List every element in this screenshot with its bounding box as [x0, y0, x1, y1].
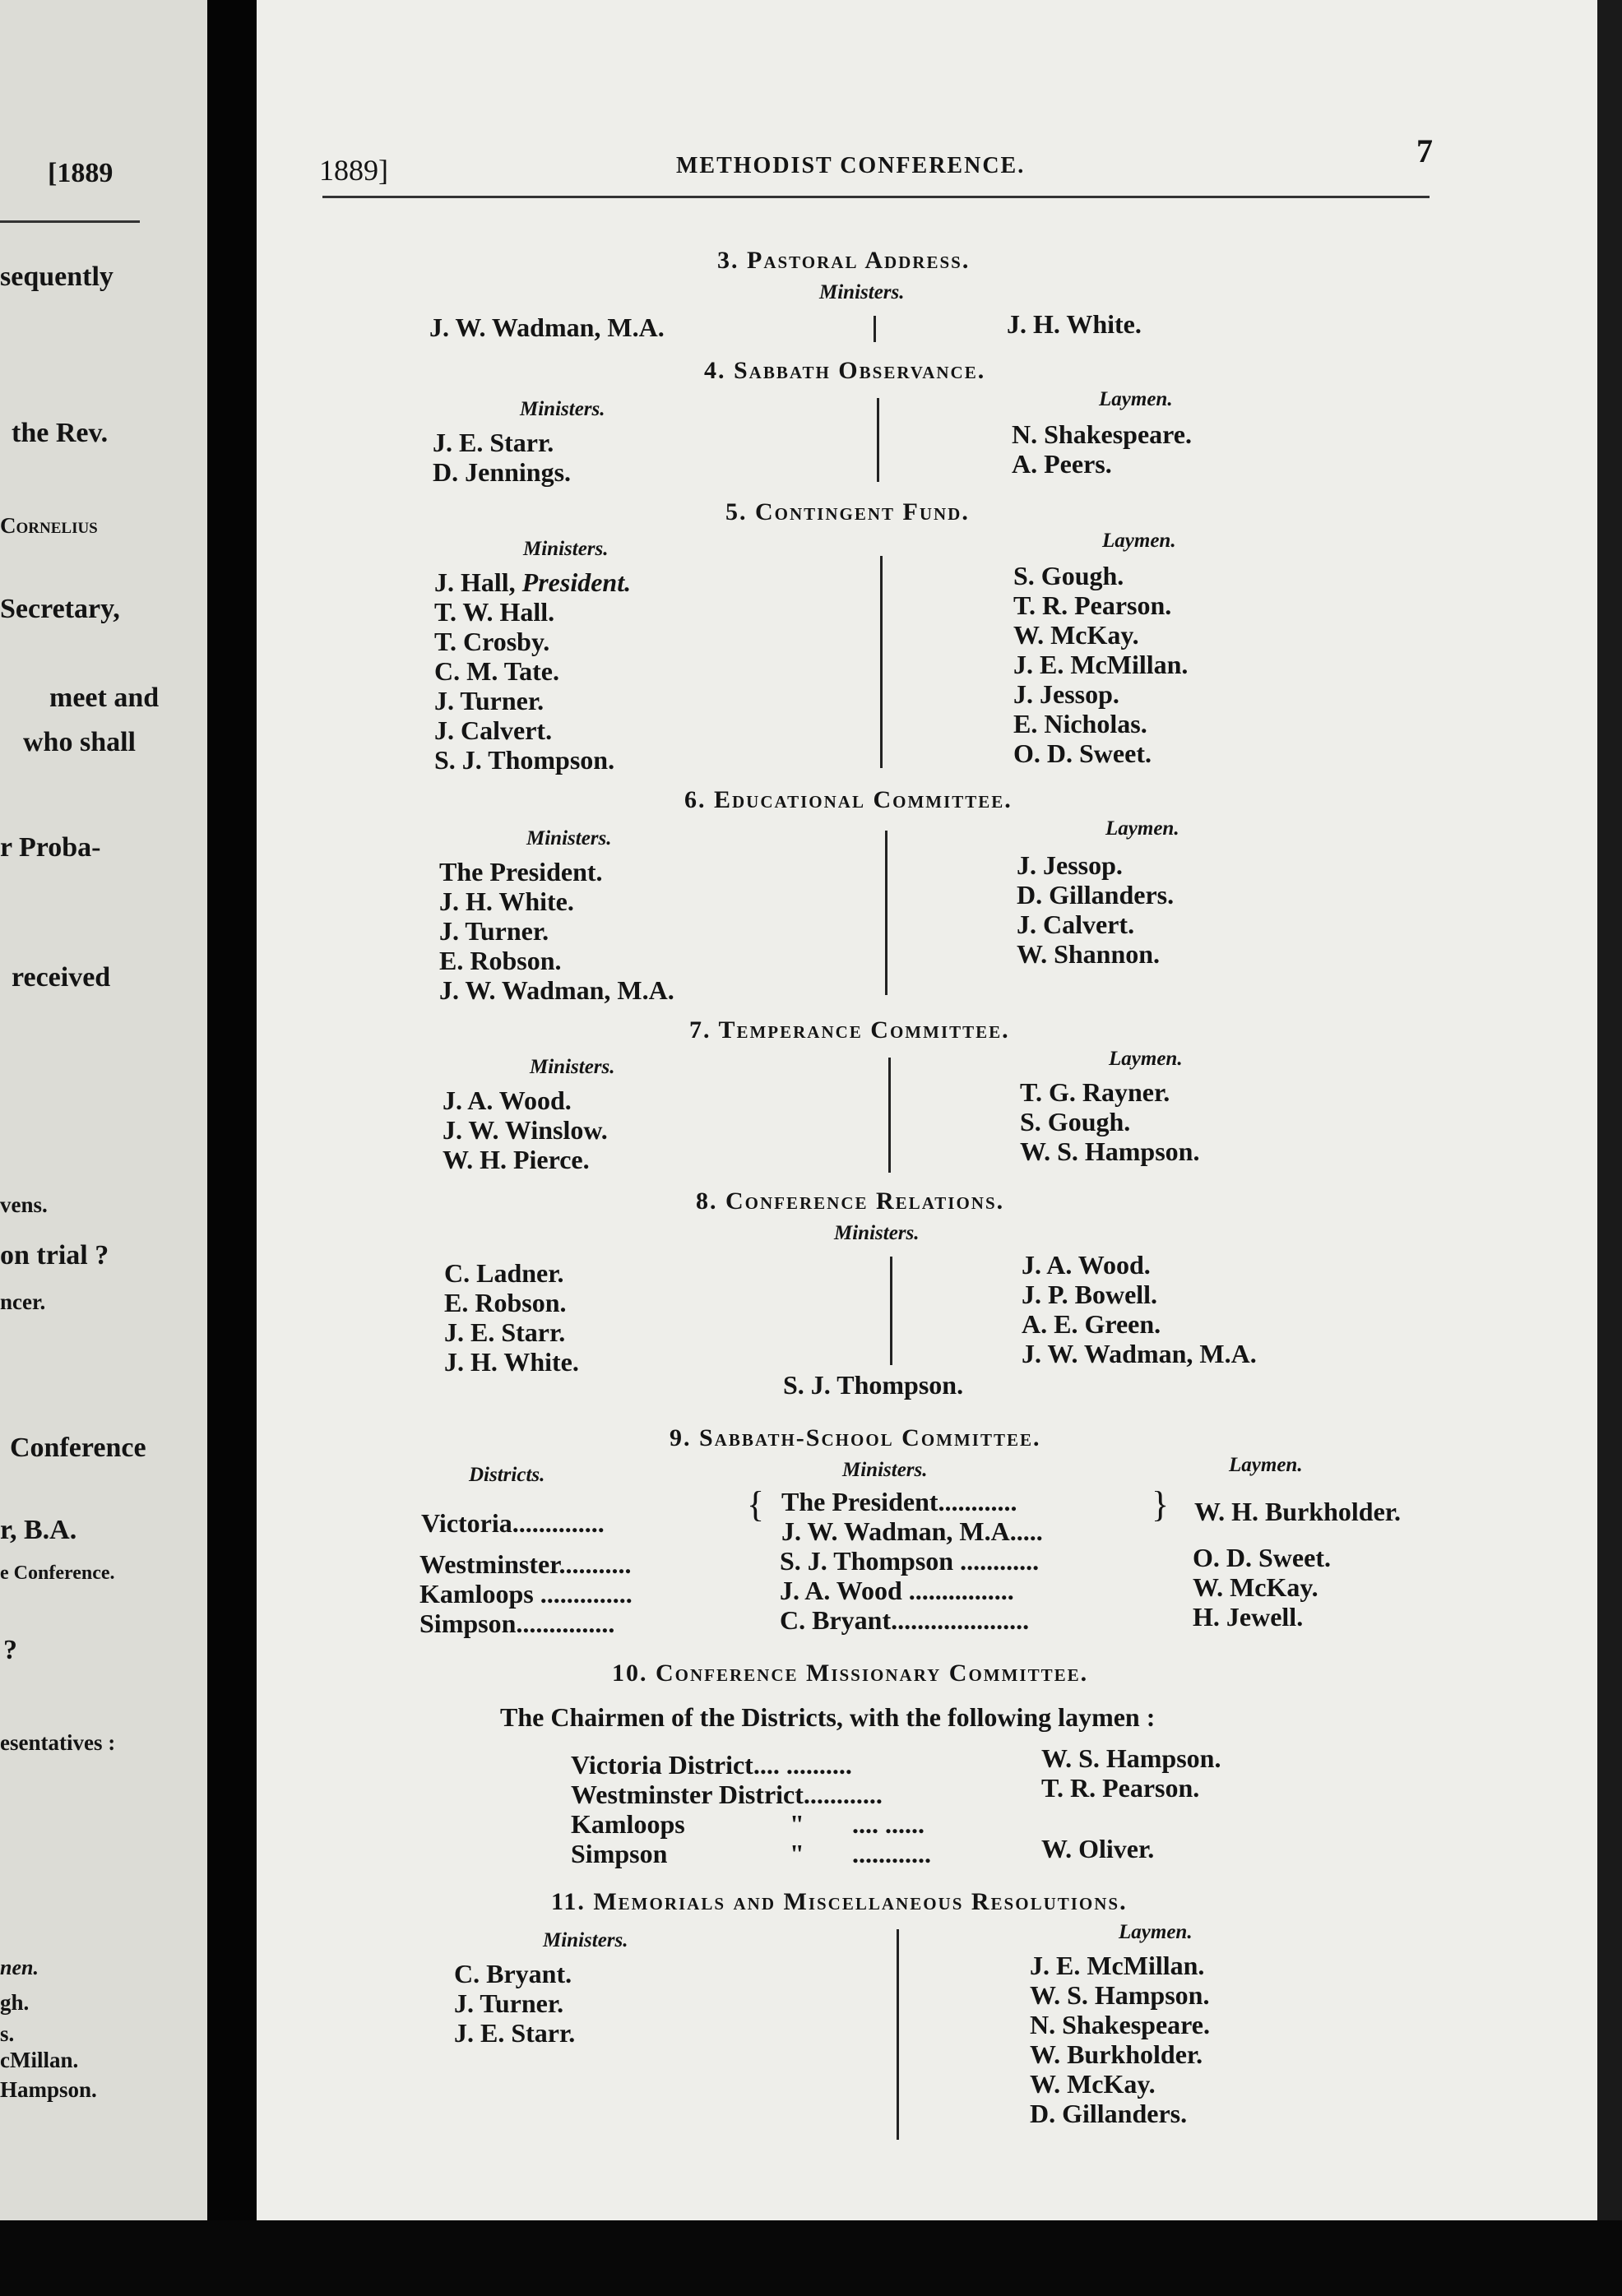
- layman-name: O. D. Sweet.: [1193, 1543, 1331, 1572]
- column-divider: [890, 1257, 892, 1365]
- minister-name: J. W. Winslow.: [443, 1115, 608, 1145]
- laymen-label: Laymen.: [1229, 1454, 1303, 1476]
- minister-name: J. E. Starr.: [444, 1317, 566, 1347]
- section-title: 6. Educational Committee.: [684, 786, 1013, 813]
- section-title: 9. Sabbath-School Committee.: [670, 1424, 1041, 1451]
- layman-name: D. Gillanders.: [1017, 880, 1175, 910]
- left-line: Conference: [10, 1433, 146, 1463]
- layman-name: S. Gough.: [1020, 1107, 1131, 1136]
- left-brace: {: [747, 1484, 765, 1525]
- section-title: 3. Pastoral Address.: [717, 247, 971, 274]
- section-title: 11. Memorials and Miscellaneous Resolutions.: [551, 1888, 1128, 1915]
- left-line: ncer.: [0, 1289, 46, 1314]
- dot-leader: ..............: [533, 1579, 633, 1609]
- district-name: Kamloops: [419, 1579, 534, 1609]
- district-name: Simpson: [419, 1609, 517, 1638]
- layman-name: J. Jessop.: [1013, 679, 1119, 709]
- district-name: Victoria District: [571, 1750, 753, 1780]
- dot-leader: ..............: [512, 1508, 605, 1538]
- minister-name: J. A. Wood: [780, 1576, 902, 1605]
- minister-name: W. H. Pierce.: [443, 1145, 590, 1174]
- ministers-label: Ministers.: [834, 1222, 920, 1244]
- ditto-mark: ": [790, 1839, 804, 1868]
- minister-name: The President: [781, 1487, 938, 1516]
- left-line: received: [12, 962, 111, 993]
- right-brace: }: [1152, 1484, 1170, 1525]
- layman-name: W. S. Hampson.: [1030, 1980, 1210, 2010]
- layman-name: H. Jewell.: [1193, 1602, 1304, 1632]
- ministers-label: Ministers.: [520, 398, 605, 420]
- layman-name: O. D. Sweet.: [1013, 738, 1152, 768]
- section-intro: The Chairmen of the Districts, with the following laymen :: [500, 1702, 1156, 1732]
- left-line: esentatives :: [0, 1730, 116, 1755]
- left-line: cMillan.: [0, 2048, 79, 2072]
- layman-name: W. Oliver.: [1041, 1834, 1155, 1863]
- layman-name: D. Gillanders.: [1030, 2099, 1188, 2128]
- minister-name: J. H. White.: [439, 886, 574, 916]
- section-title: 7. Temperance Committee.: [689, 1016, 1010, 1044]
- district-row: [421, 1508, 605, 1539]
- column-divider: [885, 831, 887, 995]
- layman-name: S. Gough.: [1013, 561, 1124, 590]
- ministers-label: Ministers.: [819, 281, 905, 303]
- minister-name-text: J. Hall,: [434, 567, 516, 597]
- minister-name: C. M. Tate.: [434, 656, 559, 686]
- left-line: the Rev.: [12, 418, 109, 448]
- left-line: who shall: [23, 727, 136, 757]
- layman-name: N. Shakespeare.: [1030, 2010, 1210, 2039]
- section-title: 8. Conference Relations.: [696, 1187, 1005, 1215]
- laymen-label: Laymen.: [1119, 1921, 1193, 1943]
- minister-name: A. E. Green.: [1022, 1309, 1161, 1339]
- minister-row: [780, 1576, 1014, 1606]
- ministers-label: Ministers.: [530, 1056, 615, 1078]
- ministers-label: Ministers.: [842, 1459, 928, 1481]
- dot-leader: ............: [803, 1780, 883, 1809]
- layman-name: W. S. Hampson.: [1041, 1743, 1221, 1773]
- minister-name: J. Calvert.: [434, 715, 553, 745]
- dot-leader: ...........: [558, 1549, 632, 1579]
- laymen-label: Laymen.: [1109, 1048, 1183, 1070]
- minister-name: T. W. Hall.: [434, 597, 555, 627]
- minister-name: D. Jennings.: [433, 457, 572, 487]
- layman-name: W. Shannon.: [1017, 939, 1161, 969]
- layman-name: W. McKay.: [1013, 620, 1139, 650]
- minister-row: [780, 1546, 1039, 1576]
- layman-name: J. E. McMillan.: [1030, 1951, 1205, 1980]
- layman-name: J. Jessop.: [1017, 850, 1123, 880]
- minister-name: The President.: [439, 857, 603, 886]
- left-line: gh.: [0, 1990, 30, 2015]
- running-head-year: 1889]: [319, 154, 388, 187]
- left-line: e Conference.: [0, 1562, 115, 1584]
- layman-name: T. G. Rayner.: [1020, 1077, 1170, 1107]
- minister-name: C. Bryant.: [454, 1959, 572, 1988]
- minister-name: C. Ladner.: [444, 1258, 564, 1288]
- district-row: [419, 1549, 631, 1580]
- minister-name: S. J. Thompson: [780, 1546, 954, 1576]
- minister-name: C. Bryant: [780, 1605, 892, 1635]
- running-head-title: METHODIST CONFERENCE.: [676, 153, 1026, 178]
- left-line: vens.: [0, 1192, 48, 1217]
- ministers-label: Ministers.: [523, 538, 609, 560]
- layman-name: E. Nicholas.: [1013, 709, 1147, 738]
- minister-name: J. E. Starr.: [454, 2018, 576, 2048]
- minister-name: J. H. White.: [444, 1347, 579, 1377]
- left-line: Cornelius: [0, 513, 98, 538]
- president-note: President.: [521, 567, 632, 597]
- layman-name: A. Peers.: [1012, 449, 1112, 479]
- scan-border: [0, 2220, 1622, 2296]
- layman-name: J. E. McMillan.: [1013, 650, 1189, 679]
- dot-leader: .....................: [891, 1605, 1030, 1635]
- minister-name: J. A. Wood.: [1022, 1250, 1151, 1280]
- dot-leader: ............: [953, 1546, 1040, 1576]
- left-line: on trial ?: [0, 1240, 109, 1271]
- column-divider: [880, 556, 883, 768]
- left-line: ?: [3, 1635, 17, 1665]
- layman-name: J. Calvert.: [1017, 910, 1135, 939]
- laymen-label: Laymen.: [1105, 817, 1179, 840]
- minister-name: J. W. Wadman, M.A: [781, 1516, 1010, 1546]
- left-line: nen.: [0, 1956, 39, 1979]
- minister-name: [434, 567, 631, 597]
- layman-name: N. Shakespeare.: [1012, 419, 1192, 449]
- minister-name: T. Crosby.: [434, 627, 550, 656]
- minister-name: J. A. Wood.: [443, 1086, 572, 1115]
- left-line: Hampson.: [0, 2077, 97, 2102]
- district-row: [571, 1750, 852, 1780]
- minister-name: J. H. White.: [1007, 309, 1142, 339]
- left-line: Secretary,: [0, 594, 120, 624]
- column-divider: [877, 398, 879, 482]
- left-page-rule: [0, 220, 140, 223]
- left-line: r, B.A.: [0, 1515, 77, 1545]
- minister-name: J. W. Wadman, M.A.: [439, 975, 674, 1005]
- minister-name: J. W. Wadman, M.A.: [1022, 1339, 1257, 1368]
- layman-name: W. McKay.: [1193, 1572, 1318, 1602]
- laymen-label: Laymen.: [1099, 388, 1173, 410]
- layman-name: T. R. Pearson.: [1013, 590, 1172, 620]
- minister-name: J. E. Starr.: [433, 428, 554, 457]
- minister-row: [781, 1516, 1043, 1547]
- district-name: Kamloops: [571, 1809, 685, 1839]
- layman-name: W. McKay.: [1030, 2069, 1156, 2099]
- minister-row: [781, 1487, 1017, 1517]
- district-name: Simpson: [571, 1839, 668, 1868]
- minister-name: J. Turner.: [439, 916, 549, 946]
- district-name: Victoria: [421, 1508, 512, 1538]
- column-divider: [888, 1058, 891, 1173]
- section-title: 5. Contingent Fund.: [725, 498, 970, 525]
- ministers-label: Ministers.: [543, 1929, 628, 1951]
- book-spine: [207, 0, 257, 2296]
- ministers-label: Ministers.: [526, 827, 612, 849]
- district-name: Westminster: [419, 1549, 559, 1579]
- left-line: s.: [0, 2021, 15, 2046]
- layman-name: W. H. Burkholder.: [1194, 1497, 1402, 1526]
- dot-leader: ............: [852, 1839, 931, 1868]
- previous-page-fragment: [0, 0, 207, 2296]
- layman-name: W. Burkholder.: [1030, 2039, 1203, 2069]
- column-divider: [897, 1929, 899, 2140]
- minister-name: J. Turner.: [454, 1988, 564, 2018]
- dot-leader: .....: [1009, 1516, 1043, 1546]
- minister-row: [780, 1605, 1029, 1636]
- laymen-label: Laymen.: [1102, 530, 1176, 552]
- left-page-header: [1889: [48, 158, 114, 188]
- page-edge: [1597, 0, 1622, 2296]
- ditto-mark: ": [790, 1809, 804, 1839]
- dot-leader: ............: [938, 1487, 1017, 1516]
- minister-name: J. W. Wadman, M.A.: [429, 312, 665, 342]
- minister-name: S. J. Thompson.: [434, 745, 615, 775]
- minister-name: S. J. Thompson.: [783, 1370, 964, 1400]
- district-row: [419, 1609, 614, 1639]
- left-line: r Proba-: [0, 832, 101, 863]
- minister-name: E. Robson.: [439, 946, 562, 975]
- minister-name: E. Robson.: [444, 1288, 567, 1317]
- section-title: 10. Conference Missionary Committee.: [612, 1660, 1089, 1687]
- left-line: sequently: [0, 262, 114, 292]
- dot-leader: ...............: [516, 1609, 615, 1638]
- minister-name: J. P. Bowell.: [1022, 1280, 1158, 1309]
- header-rule: [322, 196, 1430, 198]
- layman-name: W. S. Hampson.: [1020, 1136, 1200, 1166]
- left-line: meet and: [49, 683, 160, 713]
- dot-leader: .... ......: [852, 1809, 925, 1839]
- district-row: [571, 1780, 883, 1810]
- page-number: 7: [1416, 132, 1433, 169]
- layman-name: T. R. Pearson.: [1041, 1773, 1200, 1803]
- column-divider: [874, 316, 876, 342]
- minister-name: J. Turner.: [434, 686, 545, 715]
- districts-label: Districts.: [469, 1464, 545, 1486]
- district-name: Westminster District: [571, 1780, 804, 1809]
- district-row: [419, 1579, 633, 1609]
- section-title: 4. Sabbath Observance.: [704, 357, 986, 384]
- dot-leader: .... ..........: [753, 1750, 852, 1780]
- dot-leader: ................: [901, 1576, 1014, 1605]
